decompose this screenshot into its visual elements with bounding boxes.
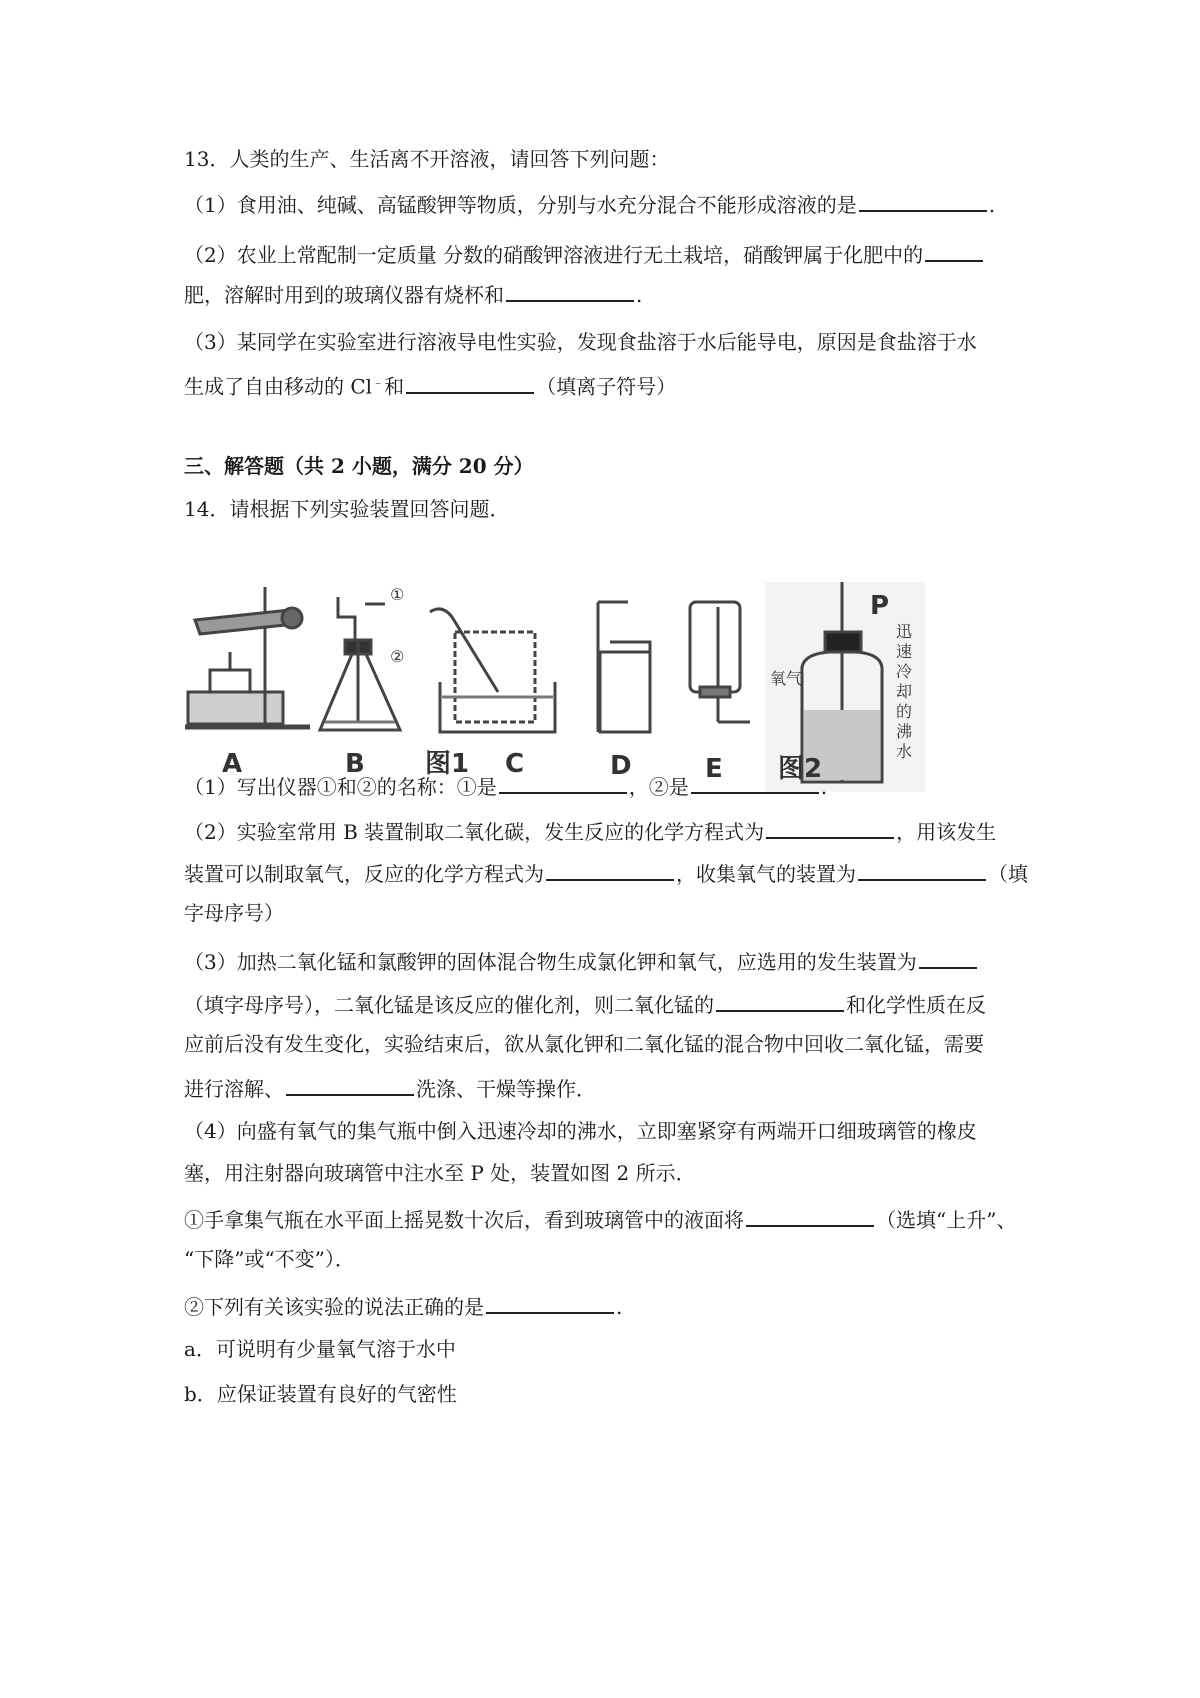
q13-stem: 13．人类的生产、生活离不开溶液，请回答下列问题：: [184, 147, 670, 171]
bottle-mouth: [700, 687, 730, 697]
answer-blank[interactable]: [746, 1203, 874, 1227]
q14-sub1-line2: “下降”或“不变”）．: [184, 1247, 355, 1271]
punctuation: .: [988, 193, 996, 217]
q14-sub1-text: ①手拿集气瓶在水平面上摇晃数十次后，看到玻璃管中的液面将: [184, 1208, 744, 1232]
answer-blank[interactable]: [286, 1072, 414, 1096]
answer-blank[interactable]: [716, 988, 844, 1012]
q14-part2-text-2: ，用该发生: [896, 820, 997, 844]
lamp-base: [188, 692, 283, 724]
label-b: B: [345, 749, 365, 779]
q14-part1-text: （1）写出仪器①和②的名称：①是: [184, 775, 497, 799]
rubber-stopper: [825, 632, 861, 652]
answer-blank[interactable]: [859, 188, 987, 212]
answer-blank[interactable]: [506, 278, 634, 302]
label-fig1: 图1: [425, 749, 470, 779]
q13-part3-and: 和: [384, 374, 405, 399]
gas-tube: [430, 609, 498, 692]
gas-bottle: [600, 652, 650, 732]
q13-part1-text: （1）食用油、纯碱、高锰酸钾等物质，分别与水充分混合不能形成溶液的是: [184, 193, 857, 217]
q13-part2-line2: [184, 278, 1030, 309]
q14-sub1-hint: （选填“上升”、: [876, 1208, 1017, 1232]
q13-part2-text-cont: 肥，溶解时用到的玻璃仪器有烧杯和: [184, 283, 504, 307]
answer-blank[interactable]: [919, 945, 977, 969]
answer-blank[interactable]: [766, 815, 894, 839]
q14-sub2-text: ②下列有关该实验的说法正确的是: [184, 1295, 484, 1319]
collecting-bottle: [455, 632, 535, 722]
q14-part2-line2: [184, 857, 1030, 888]
side-char: 沸: [896, 722, 913, 741]
option-b: b．应保证装置有良好的气密性: [184, 1382, 457, 1406]
q14-part3-line4: [184, 1072, 1030, 1103]
side-char: 水: [896, 742, 913, 761]
section-heading: 三、解答题（共 2 小题，满分 20 分）: [184, 454, 534, 478]
inverted-bottle: [690, 602, 740, 692]
q14-sub1-line1: [184, 1203, 1030, 1234]
label-c: C: [505, 749, 525, 779]
q14-part3-text-3: 和化学性质在反: [846, 993, 986, 1017]
punctuation: .: [820, 775, 828, 799]
answer-blank[interactable]: [925, 238, 983, 262]
label-d: D: [610, 751, 632, 781]
answer-blank[interactable]: [486, 1290, 614, 1314]
answer-blank[interactable]: [858, 857, 986, 881]
q14-part2-text-4: ，收集氧气的装置为: [676, 862, 856, 886]
q14-part2-text-3: 装置可以制取氧气，反应的化学方程式为: [184, 862, 544, 886]
side-char: 冷: [896, 662, 913, 681]
label-e: E: [705, 754, 723, 784]
answer-blank[interactable]: [406, 370, 534, 394]
punctuation: .: [616, 1295, 623, 1319]
side-char: 速: [896, 642, 913, 661]
apparatus-d: [598, 602, 650, 732]
marker-1: ①: [390, 585, 405, 604]
q14-part2-line1: [184, 815, 1030, 846]
q14-part3-text: （3）加热二氧化锰和氯酸钾的固体混合物生成氯化钾和氧气，应选用的发生装置为: [184, 950, 917, 974]
q14-stem: 14．请根据下列实验装置回答问题．: [184, 497, 510, 521]
side-char: 的: [896, 702, 913, 721]
test-tube: [195, 610, 295, 634]
marker-p: P: [870, 591, 890, 621]
q13-part3-text: 生成了自由移动的 Cl: [184, 374, 373, 399]
side-char: 迅: [896, 622, 913, 641]
q14-part2-line3: 字母序号）: [184, 901, 284, 925]
q13-part3-hint: （填离子符号）: [536, 374, 677, 399]
q14-part2-text-5: （填: [988, 862, 1028, 886]
punctuation: .: [636, 283, 643, 307]
apparatus-b: [320, 597, 400, 730]
q14-part1-text-2: ，②是: [628, 775, 689, 799]
apparatus-e: [690, 602, 750, 722]
q14-part3-line1: [184, 945, 1030, 976]
marker-2: ②: [390, 647, 405, 666]
option-a: a．可说明有少量氧气溶于水中: [184, 1337, 456, 1361]
q13-part2-line1: [184, 238, 1030, 269]
q14-part2-text: （2）实验室常用 B 装置制取二氧化碳，发生反应的化学方程式为: [184, 820, 765, 844]
apparatus-c: [430, 609, 555, 732]
label-a: A: [222, 749, 243, 779]
q13-part3-line1: （3）某同学在实验室进行溶液导电性实验，发现食盐溶于水后能导电，原因是食盐溶于水: [184, 330, 977, 354]
answer-blank[interactable]: [499, 770, 627, 794]
q14-part3-line2: [184, 988, 1030, 1019]
q13-part1: [184, 188, 1030, 219]
q13-part2-text: （2）农业上常配制一定质量 分数的硝酸钾溶液进行无土栽培，硝酸钾属于化肥中的: [184, 243, 924, 267]
clamp: [282, 608, 302, 628]
q14-part1: [184, 770, 1030, 801]
long-neck-funnel: [338, 597, 355, 644]
apparatus-a: [185, 587, 310, 727]
q14-part3-text-4: 进行溶解、: [184, 1077, 284, 1101]
q14-sub2: [184, 1290, 1030, 1321]
answer-blank[interactable]: [691, 770, 819, 794]
chloride-charge: ﹣: [372, 375, 385, 389]
side-char: 却: [896, 682, 913, 701]
answer-blank[interactable]: [546, 857, 674, 881]
q14-part4-line1: （4）向盛有氧气的集气瓶中倒入迅速冷却的沸水，立即塞紧穿有两端开口细玻璃管的橡皮: [184, 1119, 977, 1143]
q13-part3-line2: [184, 368, 1030, 401]
q14-part3-line3: 应前后没有发生变化，实验结束后，欲从氯化钾和二氧化锰的混合物中回收二氧化锰，需要: [184, 1032, 984, 1056]
side-label-vertical: [896, 622, 912, 761]
label-oxygen: 氧气: [770, 669, 803, 688]
q14-part3-text-2: （填字母序号），二氧化锰是该反应的催化剂，则二氧化锰的: [184, 993, 714, 1017]
alcohol-lamp: [210, 670, 250, 692]
conical-flask: [320, 654, 400, 730]
label-fig2: 图2: [778, 754, 823, 784]
q14-part3-text-5: 洗涤、干燥等操作．: [416, 1077, 596, 1101]
q14-part4-line2: 塞，用注射器向玻璃管中注水至 P 处，装置如图 2 所示．: [184, 1161, 696, 1185]
